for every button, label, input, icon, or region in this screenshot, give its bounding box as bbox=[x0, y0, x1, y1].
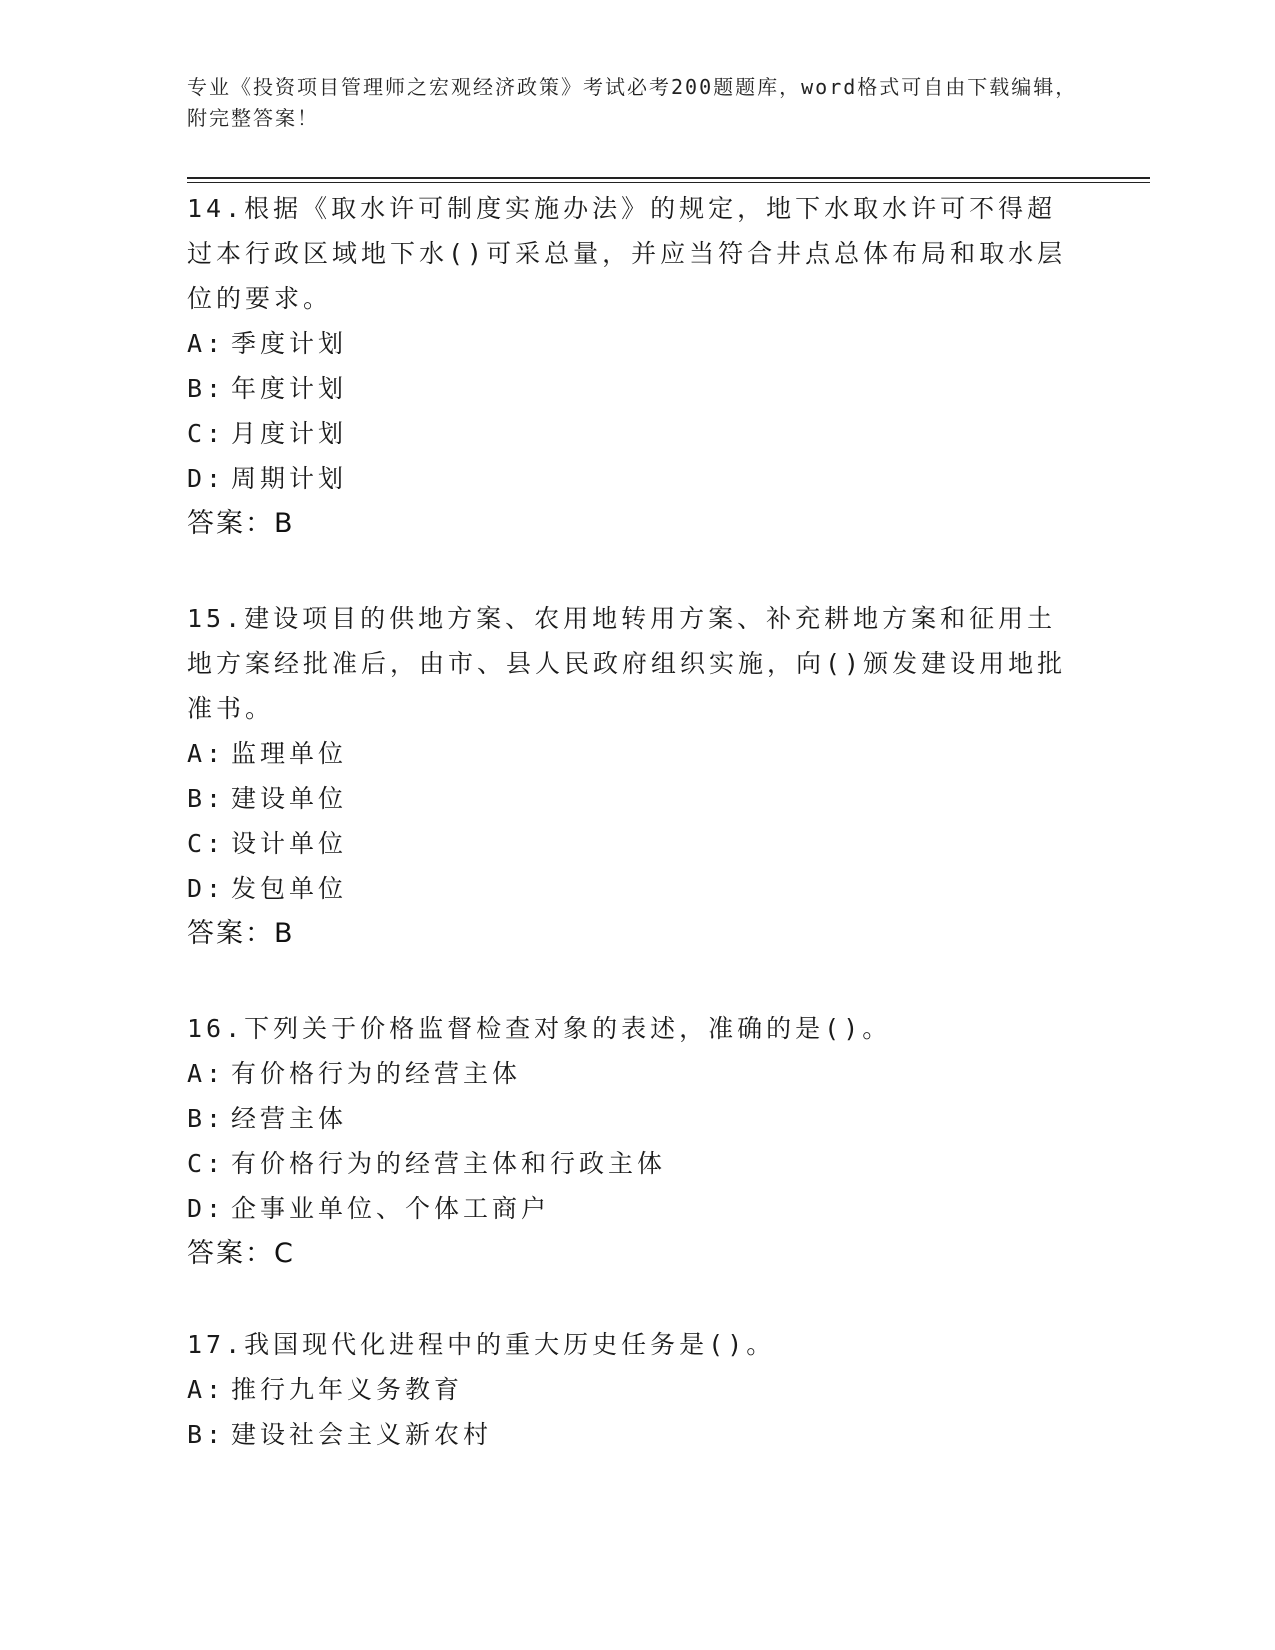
option-d bbox=[187, 1186, 1067, 1231]
option-text: 设计单位 bbox=[231, 829, 348, 858]
option-a bbox=[187, 731, 1067, 776]
option-text: 推行九年义务教育 bbox=[231, 1375, 464, 1404]
document-header: 专业《投资项目管理师之宏观经济政策》考试必考200题题库，word格式可自由下载编辑，附完整答案！ bbox=[187, 75, 1078, 130]
option-c bbox=[187, 821, 1067, 866]
option-text: 经营主体 bbox=[231, 1104, 348, 1133]
option-key: A: bbox=[187, 1375, 226, 1404]
question-stem: 16.下列关于价格监督检查对象的表述，准确的是()。 bbox=[187, 1014, 892, 1043]
header-divider-thick bbox=[187, 177, 1150, 179]
option-a bbox=[187, 1367, 1067, 1412]
option-key: B: bbox=[187, 1104, 226, 1133]
option-text: 企事业单位、个体工商户 bbox=[231, 1194, 551, 1223]
option-c bbox=[187, 1141, 1067, 1186]
option-c bbox=[187, 411, 1067, 456]
option-a bbox=[187, 321, 1067, 366]
answer-line: 答案：B bbox=[187, 918, 295, 949]
option-key: C: bbox=[187, 829, 226, 858]
option-key: C: bbox=[187, 1149, 226, 1178]
answer-line: 答案：B bbox=[187, 508, 295, 539]
option-b bbox=[187, 776, 1067, 821]
question-stem: 15.建设项目的供地方案、农用地转用方案、补充耕地方案和征用土地方案经批准后，由市、县人民政府组织实施，向()颁发建设用地批准书。 bbox=[187, 604, 1067, 723]
option-key: C: bbox=[187, 419, 226, 448]
option-b bbox=[187, 1096, 1067, 1141]
option-text: 发包单位 bbox=[231, 874, 348, 903]
answer-line: 答案：C bbox=[187, 1238, 295, 1269]
option-text: 周期计划 bbox=[231, 464, 348, 493]
option-key: A: bbox=[187, 329, 226, 358]
question-stem: 17.我国现代化进程中的重大历史任务是()。 bbox=[187, 1330, 776, 1359]
option-key: A: bbox=[187, 739, 226, 768]
option-text: 有价格行为的经营主体和行政主体 bbox=[231, 1149, 667, 1178]
option-d bbox=[187, 866, 1067, 911]
option-b bbox=[187, 366, 1067, 411]
option-text: 季度计划 bbox=[231, 329, 348, 358]
option-key: B: bbox=[187, 374, 226, 403]
option-key: B: bbox=[187, 784, 226, 813]
option-text: 月度计划 bbox=[231, 419, 348, 448]
option-text: 有价格行为的经营主体 bbox=[231, 1059, 522, 1088]
option-d bbox=[187, 456, 1067, 501]
option-text: 建设社会主义新农村 bbox=[231, 1420, 493, 1449]
option-b bbox=[187, 1412, 1067, 1457]
header-divider-thin bbox=[187, 182, 1150, 183]
option-key: A: bbox=[187, 1059, 226, 1088]
question-stem: 14.根据《取水许可制度实施办法》的规定，地下水取水许可不得超过本行政区域地下水()可采总量，并应当符合井点总体布局和取水层位的要求。 bbox=[187, 194, 1067, 313]
option-key: B: bbox=[187, 1420, 226, 1449]
option-text: 年度计划 bbox=[231, 374, 348, 403]
option-key: D: bbox=[187, 874, 226, 903]
option-a bbox=[187, 1051, 1067, 1096]
option-key: D: bbox=[187, 1194, 226, 1223]
option-key: D: bbox=[187, 464, 226, 493]
option-text: 建设单位 bbox=[231, 784, 348, 813]
option-text: 监理单位 bbox=[231, 739, 348, 768]
question-16 bbox=[187, 1006, 1067, 1276]
question-14 bbox=[187, 186, 1067, 546]
question-17 bbox=[187, 1322, 1067, 1457]
question-15 bbox=[187, 596, 1067, 956]
